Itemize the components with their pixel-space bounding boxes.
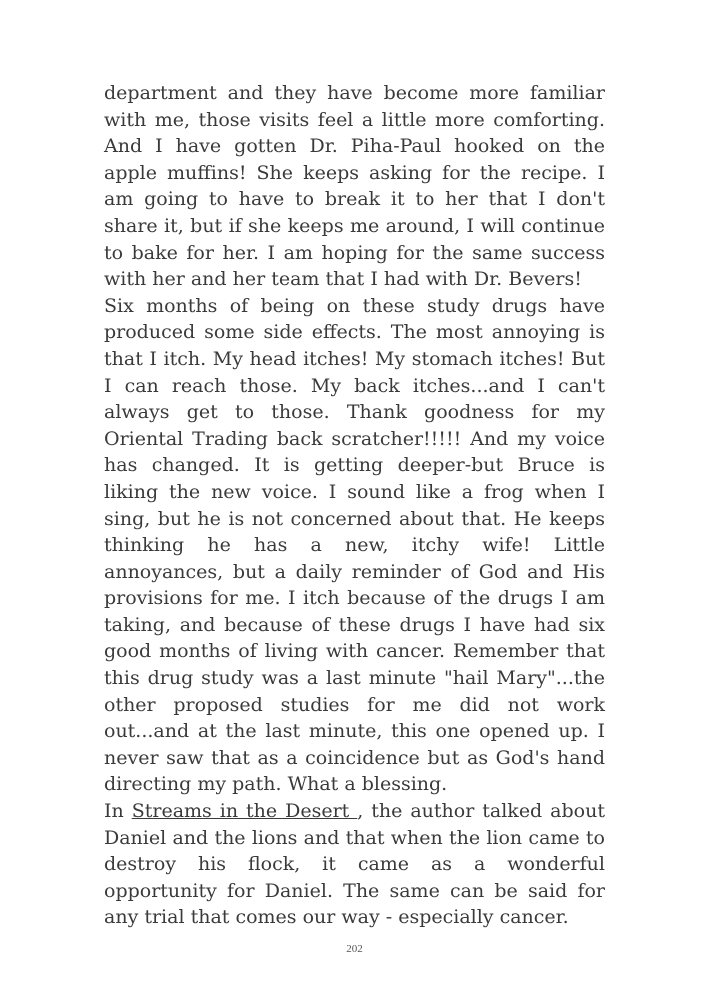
paragraph-3-rest: , the author talked about Daniel and the lions and that when the lion came to destroy his flock, it came as a wonderful opportunity for Daniel. The same can be said for any trial that comes our way - especially cancer. [104, 800, 605, 929]
paragraph-3-lead: In [104, 800, 132, 823]
page-number: 202 [346, 943, 363, 955]
body-text [104, 80, 605, 931]
paragraph-3 [104, 798, 605, 931]
paragraph-2: Six months of being on these study drugs have produced some side effects. The most annoying is that I itch. My head itches! My stomach itches! But I can reach those. My back itches...and I can't always get to those. Thank goodness for my Oriental Trading back scratcher!!!!! And my voice has changed. It is getting deeper-but Bruce is liking the new voice. I sound like a frog when I sing, but he is not concerned about that. He keeps thinking he has a new, itchy wife! Little annoyances, but a daily reminder of God and His provisions for me. I itch because of the drugs I am taking, and because of these drugs I have had six good months of living with cancer. Remember that this drug study was a last minute "hail Mary"...the other proposed studies for me did not work out...and at the last minute, this one opened up. I never saw that as a coincidence but as God's hand directing my path. What a blessing. [104, 294, 605, 796]
paragraph-1: department and they have become more familiar with me, those visits feel a little more comforting. And I have gotten Dr. Piha-Paul hooked on the apple muffins! She keeps asking for the recipe. I am going to have to break it to her that I don't share it, but if she keeps me around, I will continue to bake for her. I am hoping for the same success with her and her team that I had with Dr. Bevers! [104, 82, 605, 291]
book-title-streams-in-the-desert: Streams in the Desert [131, 800, 358, 823]
